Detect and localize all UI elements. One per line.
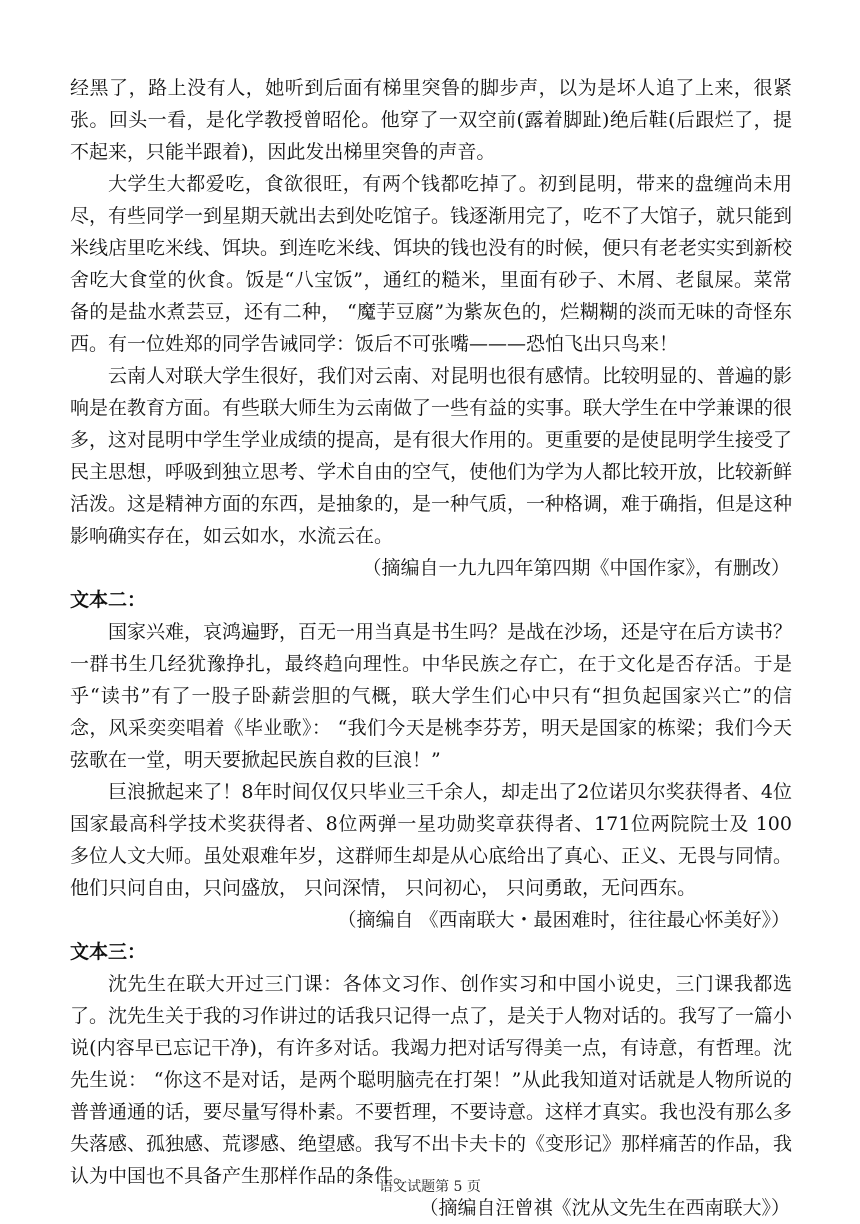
text3-heading: 文本三： <box>70 941 147 963</box>
text2-paragraph-1: 国家兴难，哀鸿遍野，百无一用当真是书生吗？是战在沙场，还是守在后方读书？一群书生几经犹豫挣扎，最终趋向理性。中华民族之存亡，在于文化是否存活。于是乎“读书”有了一股子卧薪尝胆的气概，联大学生们心中只有“担负起国家兴亡”的信念，风采奕奕唱着《毕业歌》： “我们今天是桃李芬芳，明天是国家的栋梁；我们今天弦歌在一堂，明天要掀起民族自救的巨浪！” <box>70 621 793 771</box>
text2-source: （摘编自 《西南联大・最困难时，往往最心怀美好》） <box>337 909 790 931</box>
text3-source: （摘编自汪曾祺《沈从文先生在西南联大》） <box>419 1197 790 1219</box>
text1-paragraph-food: 大学生大都爱吃，食欲很旺，有两个钱都吃掉了。初到昆明，带来的盘缠尚未用尽，有些同学一到星期天就出去到处吃馆子。钱逐渐用完了，吃不了大馆子，就只能到米线店里吃米线、饵块。到连吃米线、饵块的钱也没有的时候，便只有老老实实到新校舍吃大食堂的伙食。饭是“八宝饭”，通红的糙米，里面有砂子、木屑、老鼠屎。菜常备的是盐水煮芸豆，还有二种， “魔芋豆腐”为紫灰色的，烂糊糊的淡而无味的奇怪东西。有一位姓郑的同学告诫同学：饭后不可张嘴———恐怕飞出只鸟来！ <box>70 173 793 355</box>
page-footer: 语文试题第 5 页 <box>379 1179 481 1195</box>
text1-paragraph-yunnan: 云南人对联大学生很好，我们对云南、对昆明也很有感情。比较明显的、普遍的影响是在教育方面。有些联大师生为云南做了一些有益的实事。联大学生在中学兼课的很多，这对昆明中学生学业成绩的提高，是有很大作用的。更重要的是使昆明学生接受了民主思想，呼吸到独立思考、学术自由的空气，使他们为学为人都比较开放，比较新鲜活泼。这是精神方面的东西，是抽象的，是一种气质，一种格调，难于确指，但是这种影响确实存在，如云如水，水流云在。 <box>70 365 793 547</box>
text2-heading: 文本二： <box>70 589 147 611</box>
text1-paragraph-continued: 经黑了，路上没有人，她听到后面有梯里突鲁的脚步声，以为是坏人追了上来，很紧张。回头一看，是化学教授曾昭伦。他穿了一双空前(露着脚趾)绝后鞋(后跟烂了，提不起来，只能半跟着)，因此发出梯里突鲁的声音。 <box>70 77 792 163</box>
text2-paragraph-2: 巨浪掀起来了！8年时间仅仅只毕业三千余人，却走出了2位诺贝尔奖获得者、4位国家最高科学技术奖获得者、8位两弹一星功勋奖章获得者、171位两院院士及 100 多位人文大师。虽处艰难年岁，这群师生却是从心底给出了真心、正义、无畏与同情。他们只问自由，只问盛放， 只问深情， 只问初心， 只问勇敢，无问西东。 <box>70 781 793 899</box>
page-content <box>70 72 792 1224</box>
text1-source: （摘编自一九九四年第四期《中国作家》，有删改） <box>362 557 790 579</box>
text3-paragraph-1: 沈先生在联大开过三门课：各体文习作、创作实习和中国小说史，三门课我都选了。沈先生关于我的习作讲过的话我只记得一点了，是关于人物对话的。我写了一篇小说(内容早已忘记干净)，有许多对话。我竭力把对话写得美一点，有诗意，有哲理。沈先生说： “你这不是对话，是两个聪明脑壳在打架！”从此我知道对话就是人物所说的普普通通的话，要尽量写得朴素。不要哲理，不要诗意。这样才真实。我也没有那么多失落感、孤独感、荒谬感、绝望感。我写不出卡夫卡的《变形记》那样痛苦的作品，我认为中国也不具备产生那样作品的条件。 <box>70 973 793 1187</box>
